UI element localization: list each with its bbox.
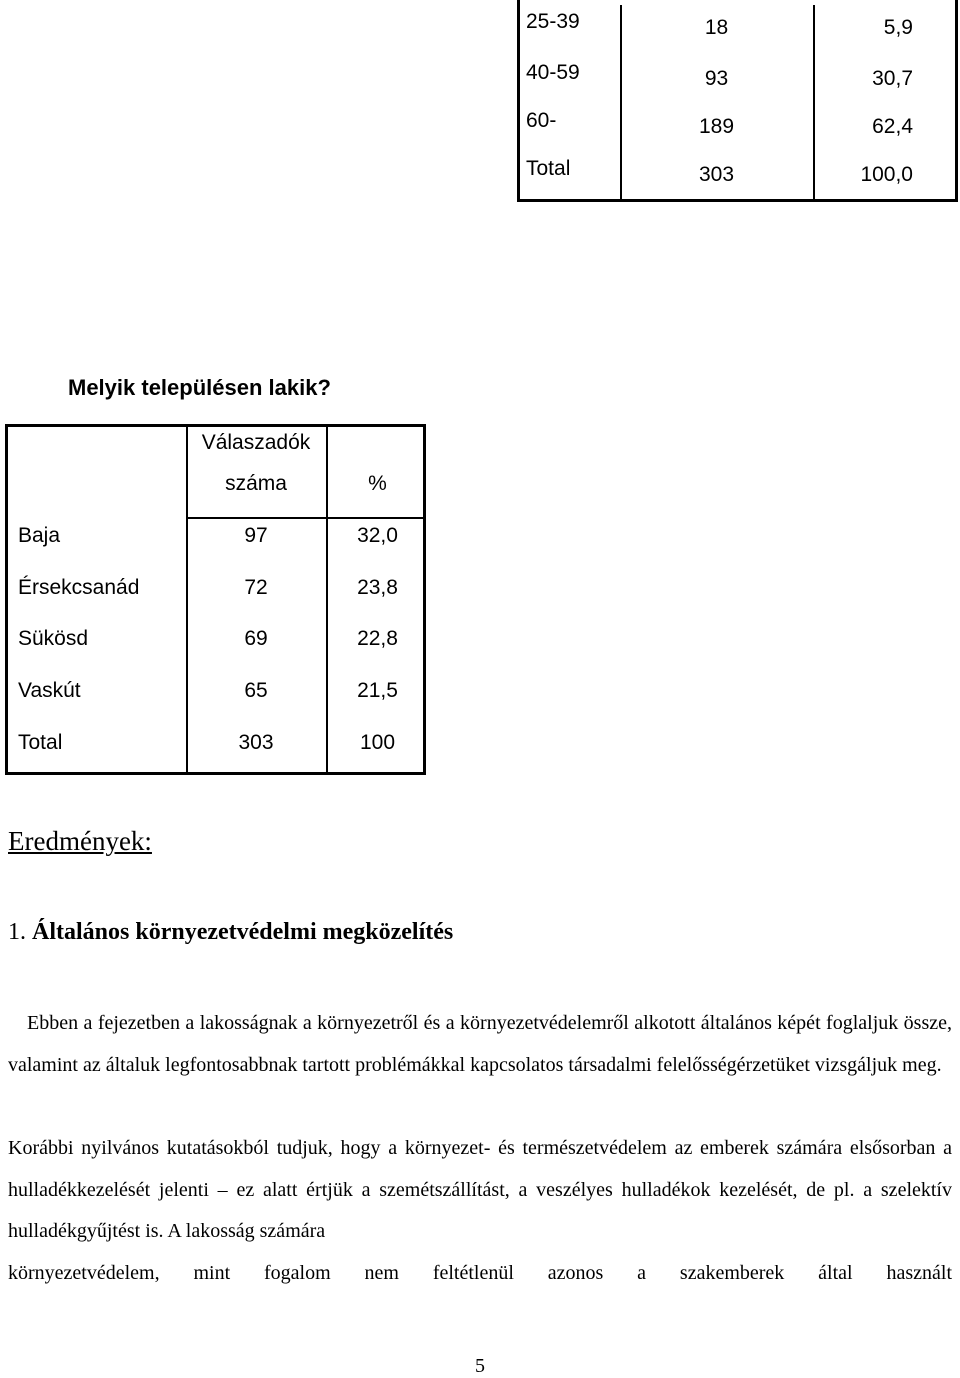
settlement-percent: 23,8 (357, 576, 398, 599)
age-label: 40-59 (526, 61, 580, 84)
age-table (517, 0, 958, 202)
table-row (8, 524, 423, 554)
count-header-line2: száma (225, 472, 287, 495)
count-header-line1: Válaszadók (201, 431, 311, 454)
table-row (520, 157, 955, 187)
settlement-label: Baja (18, 524, 61, 547)
table-row (520, 61, 955, 91)
settlement-table (5, 424, 426, 775)
section-title: Általános környezetvédelmi megközelítés (32, 919, 454, 945)
age-count: 93 (704, 67, 729, 90)
table-row (8, 576, 423, 606)
settlement-count: 72 (244, 576, 268, 599)
paragraph-text: környezetvédelem, mint fogalom nem feltétlenül azonos a szakemberek által használt (8, 1261, 952, 1284)
settlement-percent: 22,8 (357, 627, 398, 650)
age-percent: 62,4 (872, 115, 913, 138)
table-row (8, 627, 423, 657)
settlement-header-divider (186, 517, 423, 519)
paragraph-text: Korábbi nyilvános kutatásokból tudjuk, hogy a környezet- és természetvédelem az emberek számára elsősorban a hulladékkezelését jelenti – ez alatt értjük a szemétszállítást, a veszélyes hulladékok kezelését, de pl. a szelektív hulladékgyűjtést is. A lakosság számára (8, 1137, 952, 1242)
section-heading (8, 919, 453, 946)
settlement-count: 97 (244, 524, 268, 547)
settlement-count: 303 (238, 731, 274, 754)
settlement-percent: 32,0 (357, 524, 398, 547)
table-row (520, 10, 955, 40)
percent-header: % (368, 472, 387, 495)
table-row (520, 109, 955, 139)
age-count: 18 (704, 16, 729, 39)
age-percent: 30,7 (872, 67, 913, 90)
section-number: 1. (8, 919, 26, 945)
paragraph (8, 1128, 952, 1294)
age-percent: 100,0 (860, 163, 913, 186)
results-heading: Eredmények: (8, 826, 152, 856)
age-count: 303 (698, 163, 735, 186)
table-row (8, 679, 423, 709)
age-label: 25-39 (526, 10, 580, 33)
settlement-percent: 21,5 (357, 679, 398, 702)
header-row (8, 472, 423, 502)
settlement-table-title: Melyik településen lakik? (68, 375, 331, 400)
age-label: Total (526, 157, 571, 180)
age-label: 60- (526, 109, 557, 132)
age-percent: 5,9 (883, 16, 913, 39)
settlement-percent: 100 (359, 731, 396, 754)
settlement-count: 69 (244, 627, 268, 650)
table-row (8, 731, 423, 761)
paragraph: Ebben a fejezetben a lakosságnak a környezetről és a környezetvédelemről alkotott általános képét foglaljuk össze, valamint az általuk legfontosabbnak tartott problémákkal kapcsolatos társadalmi felelősségérzetüket vizsgáljuk meg. (8, 1012, 952, 1076)
settlement-count: 65 (244, 679, 268, 702)
age-count: 189 (698, 115, 735, 138)
settlement-label: Érsekcsanád (18, 576, 140, 599)
settlement-label: Total (18, 731, 63, 754)
settlement-label: Sükösd (18, 627, 89, 650)
page-number: 5 (475, 1355, 485, 1377)
settlement-label: Vaskút (18, 679, 81, 702)
header-row (8, 431, 423, 461)
